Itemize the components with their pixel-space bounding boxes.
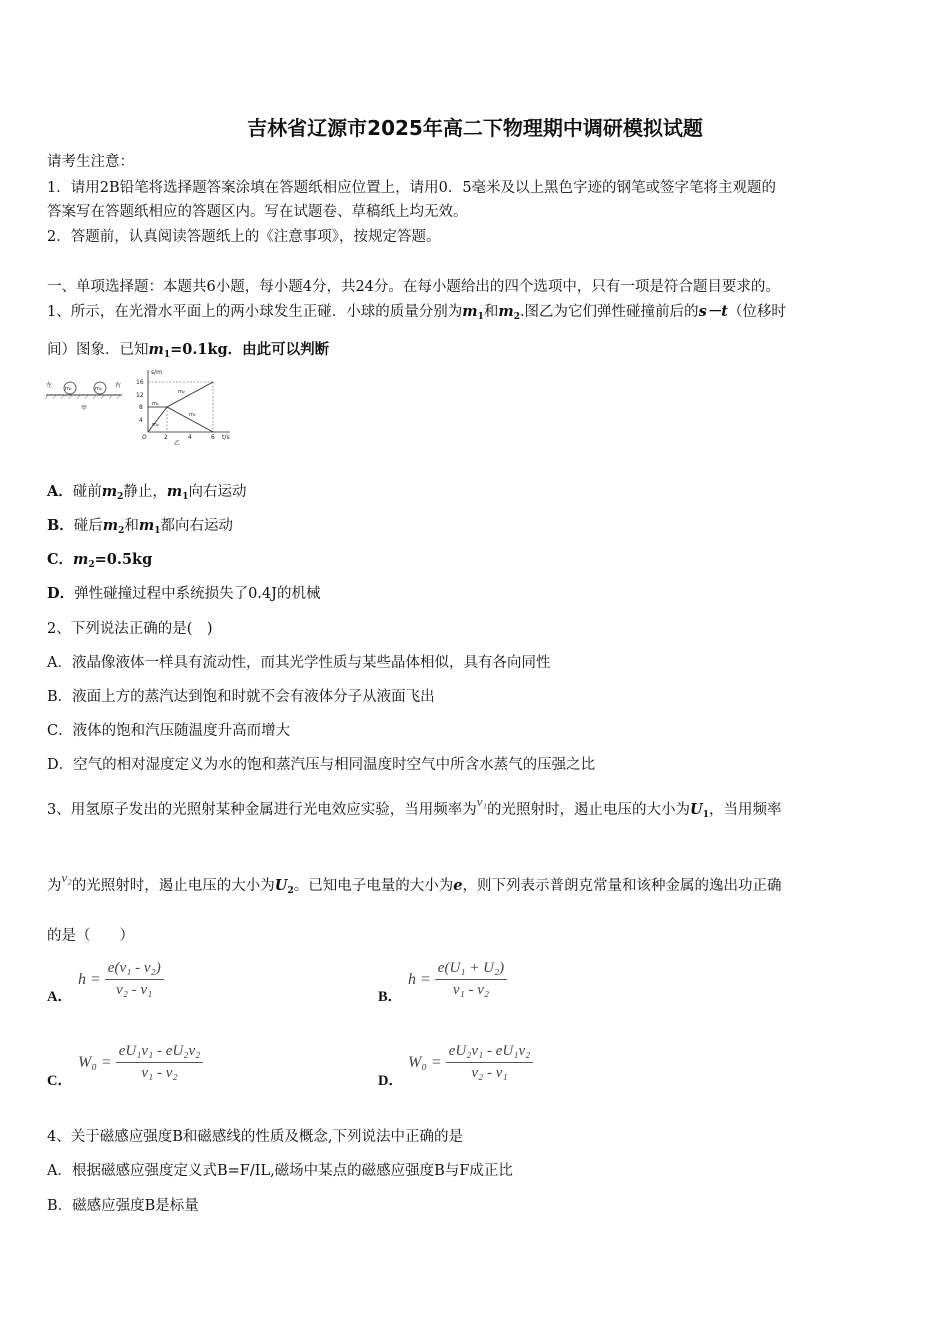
q3-stem-line2: 为ν₂的光照射时，遏止电压的大小为$U_2$。已知电子电量的大小为e，则下列表示普朗克常量和该种金属的逸出功正确	[47, 870, 782, 896]
q4-stem: 4、关于磁感应强度B和磁感线的性质及概念,下列说法中正确的是	[47, 1129, 463, 1145]
x-tick-4: 4	[188, 434, 192, 441]
q1-stem-line2: 间）图象．已知$m_1=0.1kg$．由此可以判断	[47, 341, 330, 360]
fig-yi-label: 乙	[174, 440, 181, 447]
q3-option-a-label[interactable]: A．	[47, 989, 72, 1005]
page-title: 吉林省辽源市2025年高二下物理期中调研模拟试题	[247, 116, 703, 140]
q2-option-c[interactable]: C．液体的饱和汽压随温度升高而增大	[47, 723, 291, 739]
q4-option-b[interactable]: B．磁感应强度B是标量	[47, 1198, 199, 1214]
x-tick-2: 2	[164, 434, 168, 441]
q3-option-d-formula[interactable]: W₀ = $\frac{\text{eU₂ν₁ - eU₁ν₂}}{\text{ν₂ - ν₁}}$	[408, 1043, 533, 1082]
y-tick-8: 8	[139, 404, 143, 411]
notice-heading: 请考生注意：	[47, 154, 134, 170]
q3-option-c-label[interactable]: C．	[47, 1073, 72, 1089]
line-label-m2-after: m₂	[178, 389, 185, 395]
y-tick-4: 4	[139, 417, 143, 424]
fig-left-label: 左	[46, 382, 53, 389]
q2-stem: 2、下列说法正确的是( )	[47, 621, 213, 637]
q2-option-a[interactable]: A．液晶像液体一样具有流动性，而其光学性质与某些晶体相似，具有各向同性	[47, 655, 551, 671]
y-axis-label: s/m	[151, 369, 162, 376]
q1-option-d[interactable]: D．弹性碰撞过程中系统损失了0.4J的机械	[47, 585, 321, 602]
x-axis-label: t/s	[222, 434, 230, 441]
y-tick-12: 12	[136, 392, 144, 399]
m2-after-line	[167, 382, 213, 407]
line-label-m1-before: m₁	[152, 401, 159, 407]
q3-stem-line3: 的是（ ）	[47, 928, 134, 944]
x-tick-6: 6	[211, 434, 215, 441]
m1-after-line	[167, 407, 213, 432]
notice-item-1a: 1．请用2B铅笔将选择题答案涂填在答题纸相应位置上，请用0．5毫米及以上黑色字迹的钢笔或签字笔将主观题的	[47, 180, 777, 196]
q3-option-d-label[interactable]: D．	[378, 1073, 403, 1089]
q3-option-b-formula[interactable]: h = $\frac{\text{e(U₁ + U₂)}}{\text{ν₁ - ν₂}}$	[408, 960, 507, 999]
q3-stem-line1: 3、用氢原子发出的光照射某种金属进行光电效应实验，当用频率为ν₁的光照射时，遏止电压的大小为$U_1$，当用频率	[47, 794, 782, 820]
q4-option-a[interactable]: A．根据磁感应强度定义式B=F/IL,磁场中某点的磁感应强度B与F成正比	[47, 1163, 513, 1179]
notice-item-2: 2．答题前，认真阅读答题纸上的《注意事项》，按规定答题。	[47, 229, 441, 245]
m1-before-line	[148, 407, 167, 432]
y-tick-16: 16	[136, 379, 144, 386]
q1-option-b[interactable]: B．碰后$m_2$和$m_1$都向右运动	[47, 517, 233, 536]
q1-option-c[interactable]: C．$m_2=0.5kg$	[47, 551, 153, 570]
origin-label: O	[142, 434, 147, 441]
ball-m2-label: m₂	[95, 386, 102, 392]
q3-option-c-formula[interactable]: W₀ = $\frac{\text{eU₁ν₁ - eU₂ν₂}}{\text{ν₁ - ν₂}}$	[78, 1043, 203, 1082]
q3-option-a-formula[interactable]: h = $\frac{\text{e(ν₁ - ν₂)}}{\text{ν₂ - ν₁}}$	[78, 960, 164, 999]
q3-option-b-label[interactable]: B．	[378, 989, 403, 1005]
q1-stem-line1: 1、所示，在光滑水平面上的两小球发生正碰．小球的质量分别为$m_1$和$m_2$.图乙为它们弹性碰撞前后的s－t（位移时	[47, 303, 786, 322]
fig-jia-label: 甲	[81, 405, 88, 412]
q2-option-b[interactable]: B．液面上方的蒸汽达到饱和时就不会有液体分子从液面飞出	[47, 689, 435, 705]
line-label-m1-after: m₁	[189, 412, 196, 418]
ball-m1-label: m₁	[65, 386, 72, 392]
q2-option-d[interactable]: D．空气的相对湿度定义为水的饱和蒸汽压与相同温度时空气中所含水蒸气的压强之比	[47, 757, 596, 773]
q1-option-a[interactable]: A．碰前$m_2$静止，$m_1$向右运动	[47, 483, 247, 502]
fig-right-label: 右	[115, 382, 122, 389]
q1-figure	[44, 366, 244, 450]
line-label-m2-before: m₂	[152, 422, 159, 428]
notice-item-1b: 答案写在答题纸相应的答题区内。写在试题卷、草稿纸上均无效。	[47, 204, 468, 220]
section-heading: 一、单项选择题：本题共6小题，每小题4分，共24分。在每小题给出的四个选项中，只有一项是符合题目要求的。	[47, 279, 780, 295]
